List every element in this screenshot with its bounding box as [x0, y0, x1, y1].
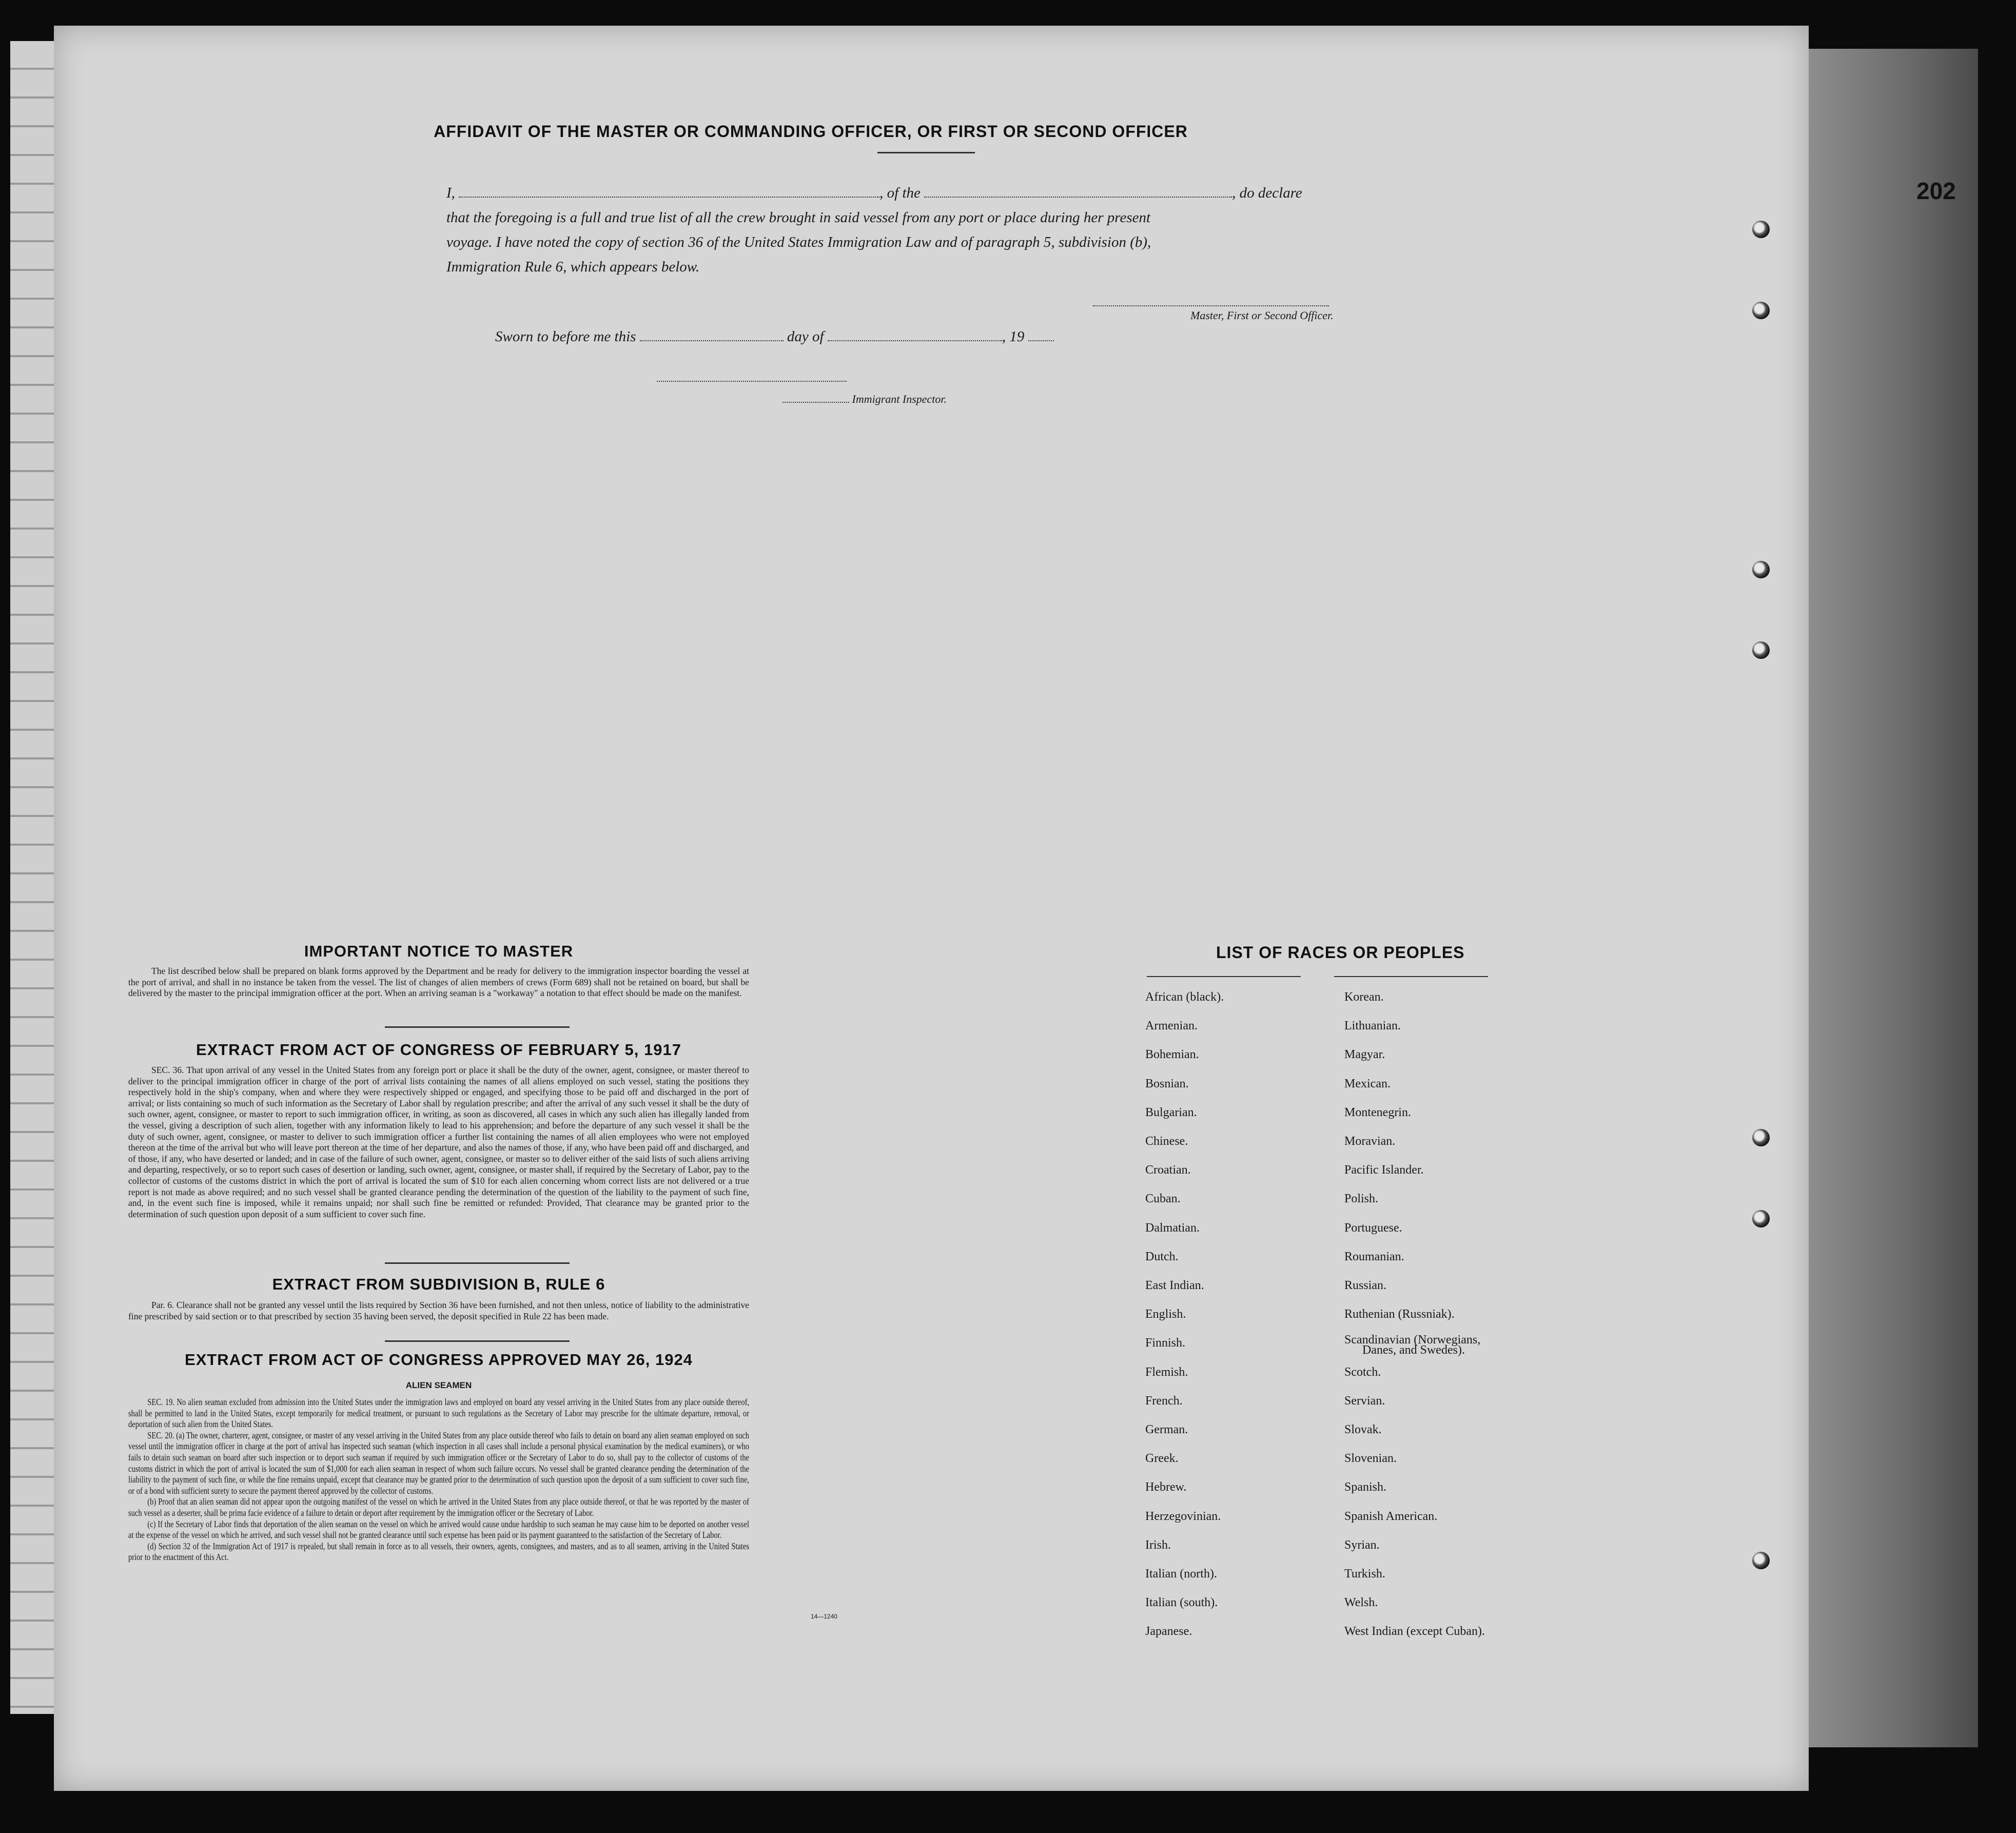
sworn-prefix: Sworn to before me this	[495, 328, 636, 345]
sworn-month-field	[828, 330, 1002, 341]
extract-rule6-text	[128, 1300, 749, 1322]
race-item: German.	[1145, 1423, 1188, 1436]
binder-hole-icon	[1752, 221, 1770, 238]
officer-signature-line	[1093, 295, 1329, 306]
notice-text	[128, 966, 749, 999]
race-item: East Indian.	[1145, 1279, 1204, 1292]
race-item: Italian (north).	[1145, 1567, 1217, 1581]
affidavit-title: AFFIDAVIT OF THE MASTER OR COMMANDING OFFICER, OR FIRST OR SECOND OFFICER	[434, 122, 1188, 141]
sworn-day-field	[640, 330, 784, 341]
binder-hole-icon	[1752, 641, 1770, 659]
race-item: Herzegovinian.	[1145, 1509, 1221, 1523]
race-item: Slovak.	[1344, 1423, 1382, 1436]
sec36-paragraph: SEC. 36. That upon arrival of any vessel in the United States from any foreign port or place it shall be the duty of the owner, agent, consignee, or master thereof to deliver to the principal immigration officer in charge of the port of arrival lists containing the names of all aliens employed on such vessel, stating the positions they respectively hold in the ship's company, when and where they were respectively shipped or engaged, and specifying those to be paid off and discharged in the port of arrival; or lists containing so much of such information as the Secretary of Labor shall by regulation prescribe; and after the arrival of any such vessel it shall be the duty of such owner, agent, consignee, or master to report to such immigration officer, in writing, as soon as discovered, all cases in which any such alien has illegally landed from the vessel, giving a description of such alien, together with any information likely to lead to his apprehension; and before the departure of any such vessel it shall be the duty of such owner, agent, consignee, or master to deliver to such immigration officer a further list containing the names of all alien employees who were not employed thereon at the time of the arrival but who will leave port thereon at the time of her departure, and also the names of those, if any, who have been paid off and discharged, and of those, if any, who have deserted or landed; and in case of the failure of such owner, agent, consignee, or master so to deliver either of the said lists of such aliens arriving and departing, respectively, or so to report such cases of desertion or landing, such owner, agent, consignee, or master shall, if required by the Secretary of Labor, pay to the collector of customs of the customs district in which the port of arrival is located the sum of $10 for each alien concerning whom correct lists are not delivered or a true report is not made as above required; and no such vessel shall be granted clearance pending the determination of the question of the liability to the payment of such fine, and, in the event such fine is imposed, while it remains unpaid; nor shall such fine be remitted or refunded: Provided, That clearance may be granted prior to the determination of such question upon deposit of a sum sufficient to cover such fine.	[128, 1065, 749, 1219]
sec19-paragraph: SEC. 19. No alien seaman excluded from admission into the United States under the immigration laws and employed on board any vessel arriving in the United States from any place outside thereof, shall be permitted to land in the United States, except temporarily for medical treatment, or pursuant to such regulations as the Secretary of Labor may prescribe for the ultimate departure, removal, or deportation of such alien from the United States.	[128, 1397, 750, 1430]
race-item: Spanish.	[1344, 1480, 1387, 1494]
inspector-label-dots	[782, 395, 849, 403]
race-item: Greek.	[1145, 1452, 1179, 1466]
race-item: Polish.	[1344, 1192, 1379, 1206]
sec20b-paragraph: (b) Proof that an alien seaman did not appear upon the outgoing manifest of the vessel on which he arrived in the United States from any place outside thereof, or that he was reported by the master of such vessel as a deserter, shall be prima facie evidence of a failure to detain or deport after requirement by the immigration officer or the Secretary of Labor.	[128, 1496, 750, 1518]
master-name-field	[459, 186, 879, 198]
sec20c-paragraph: (c) If the Secretary of Labor finds that deportation of the alien seaman on the vessel on which he arrived would cause undue hardship to such seaman he may cause him to be deported on another vessel at the expense of the vessel on which he arrived, and such vessel shall not be granted clearance until such expense has been paid or its payment guaranteed to the satisfaction of the Secretary of Labor.	[128, 1518, 750, 1541]
divider	[385, 1340, 570, 1342]
sec20d-paragraph: (d) Section 32 of the Immigration Act of 1917 is repealed, but shall remain in force as to all vessels, their owners, agents, consignees, and masters, and as to all seamen, arriving in the United States prior to the enactment of this Act.	[128, 1541, 750, 1563]
notice-title: IMPORTANT NOTICE TO MASTER	[304, 942, 574, 960]
sworn-day-of: day of	[787, 328, 824, 345]
race-item: Russian.	[1344, 1279, 1387, 1292]
affidavit-line-2: that the foregoing is a full and true list of all the crew brought in said vessel from any port or place during her present	[446, 209, 1151, 226]
race-item: Croatian.	[1145, 1163, 1191, 1177]
race-item: Bohemian.	[1145, 1048, 1199, 1062]
affidavit-line-1	[446, 185, 1302, 202]
divider	[385, 1026, 570, 1028]
race-item: English.	[1145, 1308, 1186, 1321]
race-item: Irish.	[1145, 1538, 1171, 1552]
race-item: Danes, and Swedes).	[1362, 1343, 1465, 1357]
race-item: Finnish.	[1145, 1336, 1186, 1350]
binder-hole-icon	[1752, 1552, 1770, 1569]
race-item: Dutch.	[1145, 1250, 1179, 1263]
binder-hole-icon	[1752, 1210, 1770, 1227]
extract-1917-title: EXTRACT FROM ACT OF CONGRESS OF FEBRUARY 5, 1917	[196, 1041, 681, 1059]
race-item: Syrian.	[1344, 1538, 1380, 1552]
affidavit-line-4: Immigration Rule 6, which appears below.	[446, 259, 700, 275]
extract-1924-text	[128, 1397, 749, 1563]
inspector-signature-line	[657, 371, 847, 382]
race-item: Roumanian.	[1344, 1250, 1404, 1263]
extract-1917-text	[128, 1065, 749, 1220]
scan-background-strip	[1809, 49, 1978, 1747]
race-item: Japanese.	[1145, 1625, 1192, 1639]
binder-hole-icon	[1752, 1129, 1770, 1146]
affidavit-of-the: , of the	[879, 185, 921, 201]
form-code: 14—1240	[811, 1613, 838, 1620]
sec20a-paragraph: SEC. 20. (a) The owner, charterer, agent, consignee, or master of any vessel arriving in the United States from any place outside thereof who fails to detain on board any alien seaman employed on such vessel until the immigration officer in charge at the port of arrival has inspected such seaman (which inspection in all cases shall include a personal physical examination by the medical examiners), or who fails to detain such seaman on board after such inspection or to deport such seaman if required by such immigration officer or the Secretary of Labor to do so, shall pay to the collector of customs of the customs district in which the port of arrival is located the sum of $1,000 for each alien seaman in respect of whom such failure occurs. No vessel shall be granted clearance pending the determination of the liability to the payment of such fine, or while the fine remains unpaid, except that clearance may be granted prior to the determination of such question upon the deposit of a sum sufficient to cover such fine, or of a bond with sufficient surety to secure the payment thereof approved by the collector of customs.	[128, 1430, 750, 1496]
race-item: Bosnian.	[1145, 1077, 1189, 1090]
race-item: Bulgarian.	[1145, 1105, 1197, 1119]
race-item: Lithuanian.	[1344, 1019, 1401, 1033]
race-item: Servian.	[1344, 1394, 1385, 1408]
race-item: Montenegrin.	[1344, 1105, 1411, 1119]
race-item: Moravian.	[1344, 1135, 1396, 1148]
vessel-name-field	[924, 186, 1232, 198]
races-title: LIST OF RACES OR PEOPLES	[1216, 943, 1465, 962]
race-item: Magyar.	[1344, 1048, 1385, 1062]
race-item: Chinese.	[1145, 1135, 1188, 1148]
affidavit-title-underline	[877, 152, 975, 153]
race-item: Turkish.	[1344, 1567, 1385, 1581]
race-item: Spanish American.	[1344, 1509, 1438, 1523]
race-item: Pacific Islander.	[1344, 1163, 1424, 1177]
binder-hole-icon	[1752, 302, 1770, 319]
race-item: West Indian (except Cuban).	[1344, 1625, 1485, 1639]
notice-paragraph: The list described below shall be prepared on blank forms approved by the Department and be ready for delivery to the immigration inspector boarding the vessel at the port of arrival, and shall in no instance be taken from the vessel. The list of changes of alien members of crews (Form 689) shall not be retained on board, but shall be delivered by the master to the principal immigration officer at the port. When an arriving seaman is a "workaway" a notation to that effect should be made on the manifest.	[128, 966, 749, 999]
affidavit-line-3: voyage. I have noted the copy of section 36 of the United States Immigration Law and of paragraph 5, subdivision (b),	[446, 234, 1151, 250]
affidavit-i: I,	[446, 185, 455, 201]
races-underline-right	[1334, 976, 1488, 977]
divider	[385, 1262, 570, 1264]
race-item: French.	[1145, 1394, 1183, 1408]
sworn-year: , 19	[1002, 328, 1025, 345]
races-underline-left	[1147, 976, 1301, 977]
race-item: Hebrew.	[1145, 1480, 1187, 1494]
extract-1924-title: EXTRACT FROM ACT OF CONGRESS APPROVED MAY 26, 1924	[185, 1351, 693, 1369]
race-item: African (black).	[1145, 990, 1224, 1004]
affidavit-declare: , do declare	[1232, 185, 1302, 201]
inspector-label	[782, 393, 947, 406]
extract-rule6-title: EXTRACT FROM SUBDIVISION B, RULE 6	[272, 1275, 605, 1293]
race-item: Armenian.	[1145, 1019, 1198, 1033]
inspector-label-text: Immigrant Inspector.	[852, 393, 947, 405]
race-item: Portuguese.	[1344, 1221, 1402, 1235]
race-item: Flemish.	[1145, 1365, 1188, 1379]
race-item: Korean.	[1344, 990, 1384, 1004]
race-item: Mexican.	[1344, 1077, 1391, 1090]
sworn-year-field	[1028, 330, 1054, 341]
race-item: Cuban.	[1145, 1192, 1181, 1206]
race-item: Scandinavian (Norwegians,	[1344, 1333, 1481, 1347]
alien-seamen-subtitle: ALIEN SEAMEN	[405, 1380, 472, 1390]
par6-paragraph: Par. 6. Clearance shall not be granted any vessel until the lists required by Section 36 have been furnished, and not then unless, notice of liability to the administrative fine prescribed by said section or to that prescribed by section 35 having been served, the deposit specified in Rule 22 has been made.	[128, 1300, 749, 1321]
binder-hole-icon	[1752, 561, 1770, 578]
binding-edge	[10, 41, 54, 1714]
race-item: Dalmatian.	[1145, 1221, 1200, 1235]
page-number: 202	[1916, 178, 1956, 204]
race-item: Scotch.	[1344, 1365, 1381, 1379]
signature-label: Master, First or Second Officer.	[1190, 309, 1334, 322]
race-item: Welsh.	[1344, 1596, 1378, 1610]
sworn-line	[495, 328, 1054, 345]
race-item: Ruthenian (Russniak).	[1344, 1308, 1455, 1321]
race-item: Italian (south).	[1145, 1596, 1218, 1610]
race-item: Slovenian.	[1344, 1452, 1397, 1466]
